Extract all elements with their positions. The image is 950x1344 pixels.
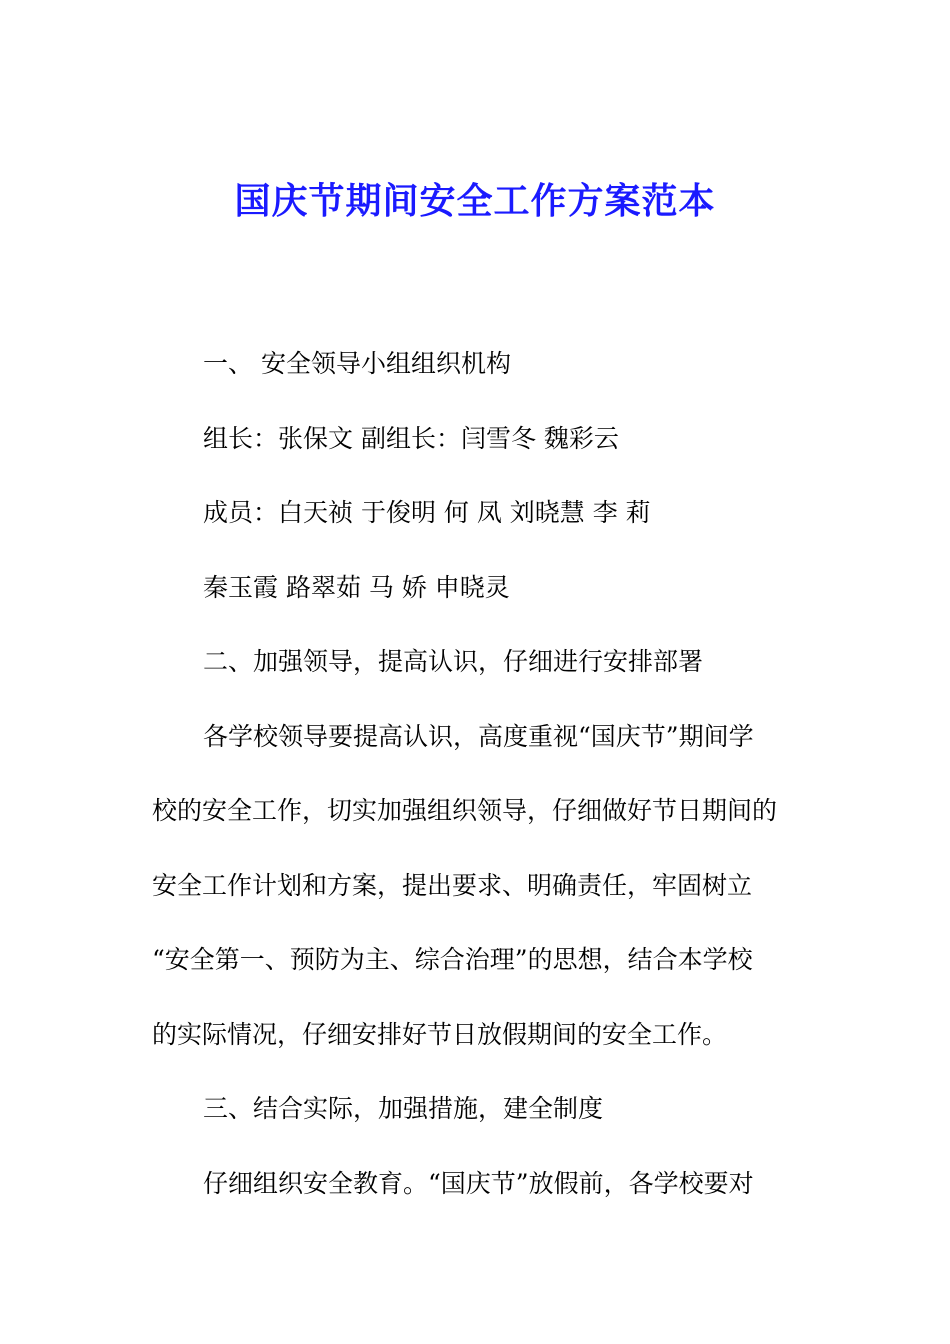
section-heading-2: 二、加强领导，提高认识，仔细进行安排部署 — [203, 647, 704, 676]
paragraph-line: “安全第一、预防为主、综合治理”的思想，结合本学校 — [152, 945, 753, 974]
section-heading-1: 一、 安全领导小组组织机构 — [203, 349, 511, 378]
paragraph-line: 的实际情况，仔细安排好节日放假期间的安全工作。 — [152, 1019, 728, 1049]
document-title: 国庆节期间安全工作方案范本 — [234, 180, 716, 222]
members-line: 成员：白天祯 于俊明 何 凤 刘晓慧 李 莉 — [203, 498, 651, 527]
paragraph-line: 仔细组织安全教育。“国庆节”放假前，各学校要对 — [203, 1168, 754, 1198]
members-line-continued: 秦玉霞 路翠茹 马 娇 申晓灵 — [203, 572, 510, 602]
paragraph-line: 各学校领导要提高认识，高度重视“国庆节”期间学 — [203, 721, 754, 751]
document-body — [152, 327, 802, 1221]
paragraph-line: 校的安全工作，切实加强组织领导，仔细做好节日期间的 — [152, 796, 778, 825]
paragraph-line: 安全工作计划和方案，提出要求、明确责任，牢固树立 — [152, 870, 753, 900]
group-leader-line: 组长：张保文 副组长：闫雪冬 魏彩云 — [203, 423, 619, 453]
section-heading-3: 三、结合实际，加强措施，建全制度 — [203, 1094, 604, 1123]
